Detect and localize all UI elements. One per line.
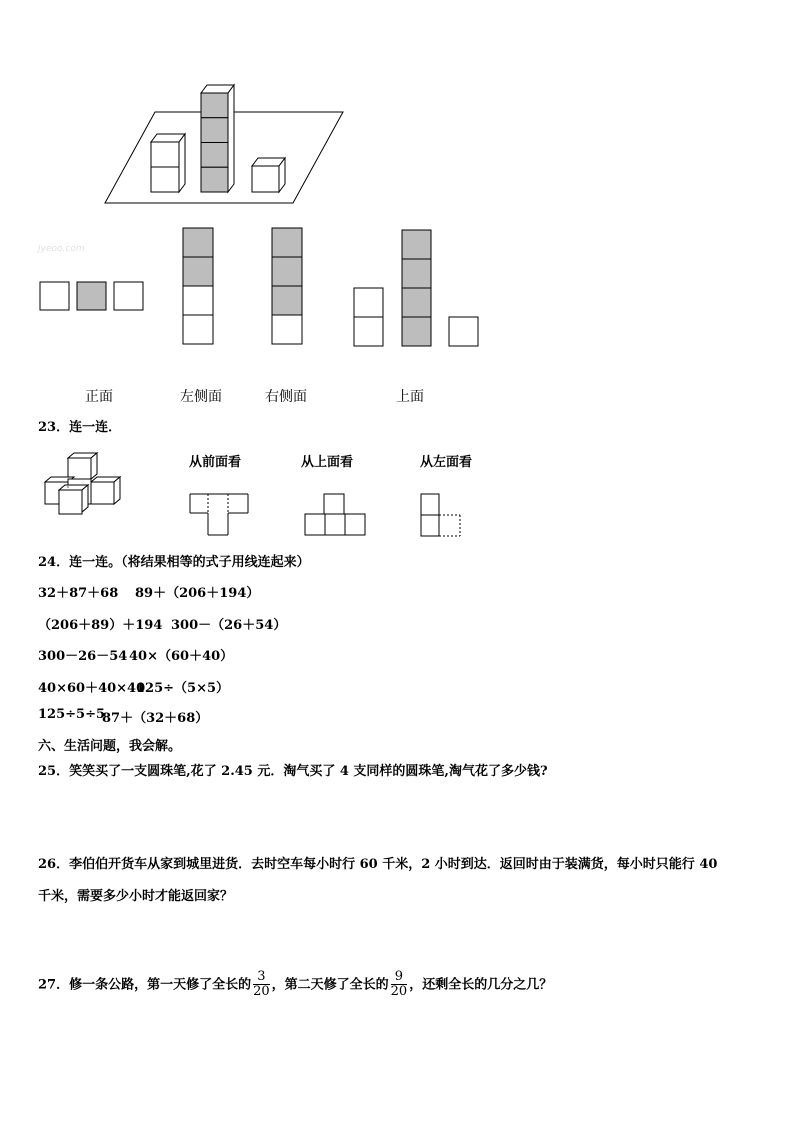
q27-fraction-1: $\frac{3}{20}$ xyxy=(253,969,270,1000)
q23-shape-top xyxy=(305,494,365,535)
q23-shape-left xyxy=(421,494,460,536)
cube-platform-figure xyxy=(0,0,794,220)
view-label-front: 正面 xyxy=(85,389,113,405)
q23-view-shapes xyxy=(0,480,794,550)
q23-stem: 23．连一连． xyxy=(38,420,122,435)
cube-single xyxy=(252,158,285,192)
q27-text-part1: 27．修一条公路，第一天修了全长的 xyxy=(38,977,252,993)
q26-stem-line2: 千米，需要多少小时才能返回家？ xyxy=(38,889,234,904)
q26-stem-line1: 26．李伯伯开货车从家到城里进货．去时空车每小时行 60 千米，2 小时到达．返回时由于装满货，每小时只能行 40 xyxy=(38,857,718,872)
watermark: Jyeoo.com xyxy=(38,244,85,254)
view-label-top: 上面 xyxy=(396,389,424,405)
q23-view-label-top: 从上面看 xyxy=(301,455,354,470)
q24-right-3: 40×（60＋40） xyxy=(129,649,234,664)
q24-right-4: 125÷（5×5） xyxy=(136,681,230,696)
right-view-option xyxy=(272,228,302,344)
q23-view-label-front: 从前面看 xyxy=(189,455,242,470)
q24-stem: 24．连一连。（将结果相等的式子用线连起来） xyxy=(38,555,310,570)
q23-shape-front xyxy=(190,494,248,535)
view-label-right-side: 右侧面 xyxy=(265,389,307,405)
q27-text-part2: ，第二天修了全长的 xyxy=(271,977,389,993)
q27-fraction-2: $\frac{9}{20}$ xyxy=(390,969,408,1000)
q27-stem xyxy=(38,970,552,1000)
q24-left-1: 32＋87＋68 xyxy=(38,586,119,601)
q27-text-part3: ，还剩全长的几分之几？ xyxy=(409,977,553,993)
q24-right-2: 300－（26＋54） xyxy=(171,618,287,633)
q24-left-5: 125÷5÷5 xyxy=(38,707,106,722)
q24-left-2: （206＋89）＋194 xyxy=(38,618,163,633)
q24-left-4: 40×60＋40×40 xyxy=(38,681,146,696)
left-view-option xyxy=(183,228,213,344)
section-6-title: 六、生活问题，我会解。 xyxy=(38,739,182,754)
q25-stem: 25．笑笑买了一支圆珠笔,花了 2.45 元．淘气买了 4 支同样的圆珠笔,淘气花了多少钱? xyxy=(38,764,548,779)
view-diagrams xyxy=(0,220,794,360)
cube-stack-left xyxy=(151,134,185,192)
q24-right-1: 89＋（206＋194） xyxy=(135,586,260,601)
q24-right-5: 87＋（32＋68） xyxy=(102,711,209,726)
q23-view-label-left: 从左面看 xyxy=(420,455,473,470)
front-view-option xyxy=(40,282,143,310)
view-label-left-side: 左侧面 xyxy=(180,389,222,405)
cube-stack-tall xyxy=(201,85,234,192)
q24-left-3: 300－26－54 xyxy=(38,649,128,664)
top-view-option xyxy=(354,230,478,346)
